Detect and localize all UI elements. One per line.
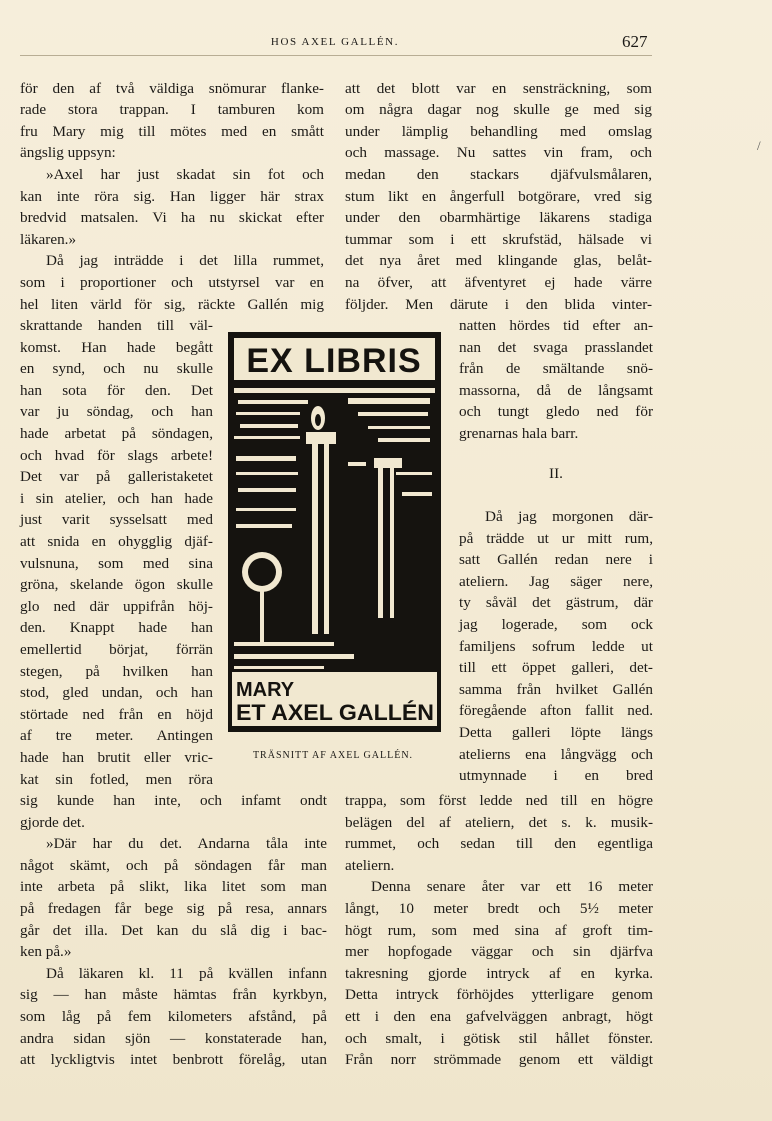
text-line: går det illa. Det kan du slå dig i bac- <box>20 921 327 939</box>
text-line: att snida en ohygglig djäf- <box>20 533 213 550</box>
text-line: mer hopfogade väggar och sin djärfva <box>345 943 653 961</box>
text-line: sig kunde han inte, och infamt ondt <box>20 792 327 809</box>
text-line: var ju söndag, och han <box>20 403 213 421</box>
text-line: stod, gled undan, och han <box>20 684 213 702</box>
text-line: skrattande handen till väl- <box>20 317 213 334</box>
text-line: följder. Men därute i den blida vinter- <box>345 295 652 313</box>
text-line: nan det svaga prasslandet <box>459 338 653 356</box>
illustration-caption: TRÄSNITT AF AXEL GALLÉN. <box>252 750 414 761</box>
text-line: »Där har du det. Andarna tåla inte <box>46 835 327 853</box>
text-line: takresning gjorde intryck af en kyrka. <box>345 964 653 982</box>
text-line: gröna, skelande ögon skulle <box>20 576 213 594</box>
text-line: och tungt gledo ned för <box>459 403 653 421</box>
ex-libris-name-2: ET AXEL GALLÉN <box>236 700 434 725</box>
text-line: det nya året med klingande glas, belåt- <box>345 252 652 270</box>
text-line: högt rum, som med sina af groft tim- <box>345 921 653 939</box>
text-line: och smalt, i götisk stil hållet fönster. <box>345 1029 653 1047</box>
text-line: glo ned där uppifrån höj- <box>20 597 213 615</box>
text-line: och massage. Nu sattes vin fram, och <box>345 144 652 162</box>
text-line: Det var på galleristaketet <box>20 468 213 486</box>
text-line: Detta intryck förhöjdes ytterligare genom <box>345 986 653 1004</box>
text-line: kan inte röra sig. Han ligger här strax <box>20 187 324 205</box>
text-line: ty såväl det gästrum, där <box>459 594 653 612</box>
text-line: vulsnuna, som med sina <box>20 554 213 572</box>
text-line: stegen, på hvilken han <box>20 662 213 680</box>
text-line: den. Knappt hade han <box>20 619 213 637</box>
text-line: stum likt en ångerfull botgörare, vred sig <box>345 187 652 205</box>
text-line: »Axel har just skadat sin fot och <box>46 165 324 183</box>
text-line: att lyckligtvis intet benbrott förelåg, utan <box>20 1051 327 1069</box>
text-line: satt Gallén redan nere i <box>459 551 653 569</box>
text-line: som i proportioner och utstyrsel var en <box>20 273 324 291</box>
text-line: ateliern. Jag säger nere, <box>459 572 653 590</box>
text-line: sig — han måste hämtas från kyrkbyn, <box>20 986 327 1004</box>
section-number: II. <box>549 465 563 482</box>
text-line: på fredagen får bege sig på resa, annars <box>20 900 327 917</box>
text-line: af tre meter. Antingen <box>20 727 213 745</box>
text-line: medan den stackars djäfvulsmålaren, <box>345 165 652 183</box>
text-line: i sin atelier, och han hade <box>20 489 213 507</box>
text-line: grenarnas hala barr. <box>459 425 579 442</box>
text-line: jag logerade, som ock <box>459 616 653 633</box>
text-line: samma från hvilket Gallén <box>459 680 653 698</box>
text-line: ken på.» <box>20 943 72 961</box>
text-line: ängslig uppsyn: <box>20 144 116 162</box>
text-line: gjorde det. <box>20 813 85 831</box>
text-line: Denna senare åter var ett 16 meter <box>371 878 653 896</box>
text-line: han sota för den. Det <box>20 381 213 399</box>
text-line: Då jag inträdde i det lilla rummet, <box>46 252 324 270</box>
text-line: rummet, och sedan till den egentliga <box>345 835 653 853</box>
text-line: en synd, och nu skulle <box>20 360 213 378</box>
text-line: Detta galleri löpte längs <box>459 724 653 741</box>
text-line: fru Mary mig till mötes med en smått <box>20 122 324 140</box>
text-line: rade stora trappan. I tamburen kom <box>20 101 324 119</box>
text-line: störtade ned från en höjd <box>20 705 213 723</box>
text-line: Från norr strömmade genom ett väldigt <box>345 1051 653 1069</box>
text-line: tummar som i ett skrufstäd, hälsade vi <box>345 230 652 248</box>
text-line: na öfver, att äfventyret ej hade värre <box>345 273 652 291</box>
text-line: Då jag morgonen där- <box>485 508 653 525</box>
text-line: hel liten värld för sig, räckte Gallén mig <box>20 295 324 313</box>
running-head: HOS AXEL GALLÉN. <box>270 36 400 48</box>
text-line: för den af två väldiga snömurar flanke- <box>20 79 324 97</box>
text-line: hade arbetat på söndagen, <box>20 425 213 442</box>
ex-libris-name-1: MARY <box>236 679 295 701</box>
text-line: att det blott var en sensträckning, som <box>345 79 652 97</box>
ex-libris-woodcut <box>228 332 441 732</box>
text-line: ateliern. <box>345 856 395 874</box>
page-number: 627 <box>622 32 648 51</box>
margin-mark: / <box>757 138 761 153</box>
text-line: från de smältande snö- <box>459 360 653 378</box>
text-line: kat sin fotled, men röra <box>20 770 213 788</box>
text-line: något skämt, och på söndagen får man <box>20 856 327 874</box>
text-line: emellertid börjat, förrän <box>20 641 213 658</box>
text-line: och hvad för slags arbete! <box>20 446 213 464</box>
text-line: familjens sofrum ledde ut <box>459 637 653 655</box>
text-line: om några dagar nog skulle ge med sig <box>345 101 652 119</box>
text-line: massorna, då de långsamt <box>459 381 653 399</box>
ex-libris-title: EX LIBRIS <box>246 342 422 380</box>
text-line: hade han brutit eller vric- <box>20 749 213 766</box>
text-line: komst. Han hade begått <box>20 338 213 356</box>
text-line: just varit sysselsatt med <box>20 511 213 529</box>
text-line: natten hördes tid efter an- <box>459 317 653 334</box>
text-line: på trädde ut ur mitt rum, <box>459 529 653 547</box>
text-line: andra sidan sjön — konstaterade han, <box>20 1029 327 1047</box>
text-line: under lämplig behandling med omslag <box>345 122 652 140</box>
text-line: som låg på fem kilometers afstånd, på <box>20 1008 327 1025</box>
text-line: under den obarmhärtige läkarens stadiga <box>345 209 652 227</box>
text-line: Då läkaren kl. 11 på kvällen infann <box>46 964 327 982</box>
text-line: utmynnade i en bred <box>459 767 653 785</box>
text-line: belägen del af ateliern, det s. k. musik- <box>345 813 653 831</box>
text-line: inte arbeta på slikt, lika litet som man <box>20 878 327 896</box>
text-line: trappa, som först ledde ned till en högre <box>345 792 653 809</box>
text-line: ett i den ena gafvelväggen anbragt, högt <box>345 1008 653 1025</box>
text-line: föregående afton fallit ned. <box>459 702 653 720</box>
text-line: långt, 10 meter bredt och 5½ meter <box>345 900 653 917</box>
text-line: till ett öppet galleri, det- <box>459 659 653 677</box>
text-line: atelierns ena långvägg och <box>459 745 653 763</box>
text-line: bredvid matsalen. Vi ha nu skickat efter <box>20 209 324 227</box>
text-line: läkaren.» <box>20 230 77 248</box>
